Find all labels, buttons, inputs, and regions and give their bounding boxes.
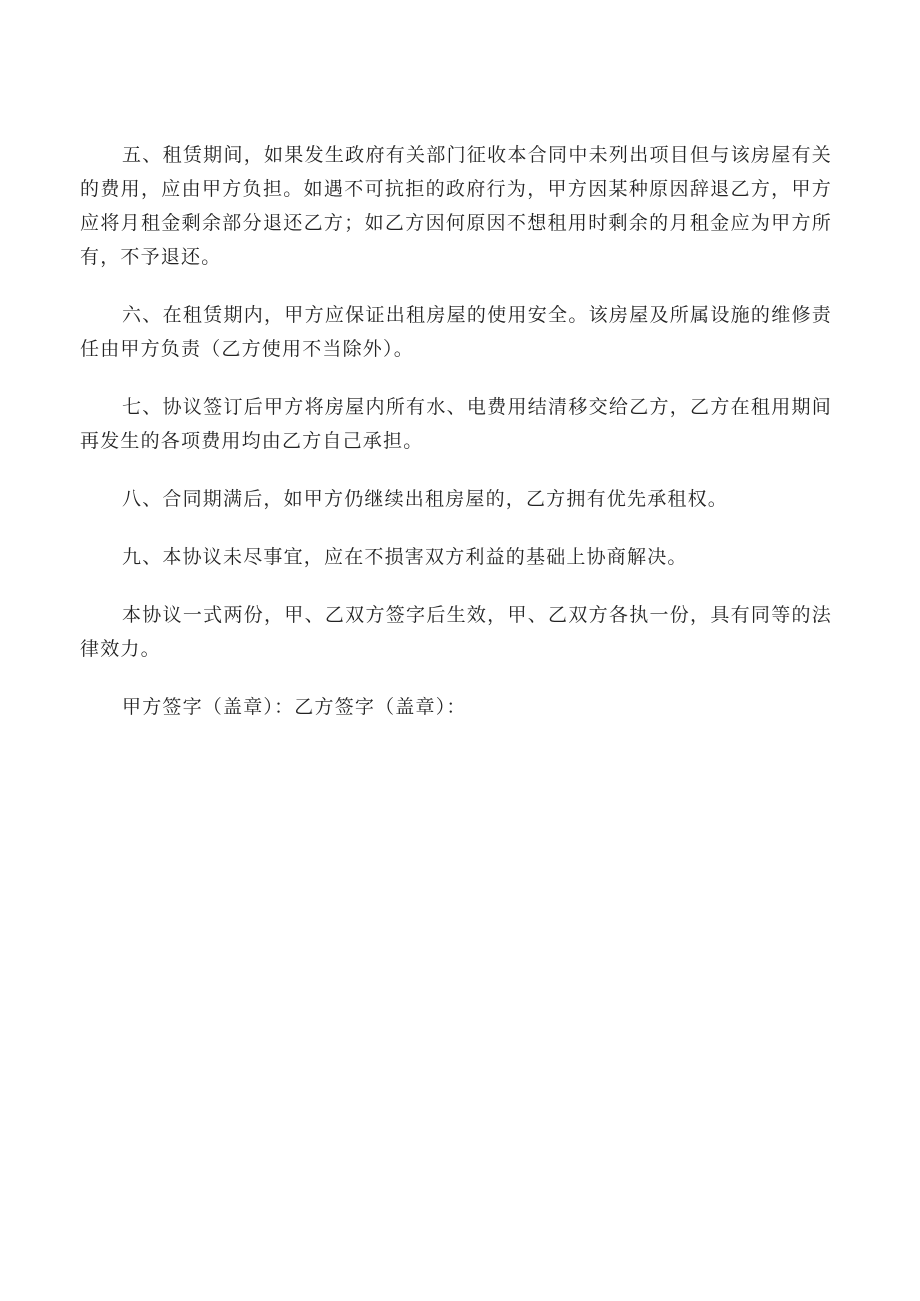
clause-seven: 七、协议签订后甲方将房屋内所有水、电费用结清移交给乙方，乙方在租用期间再发生的各项费用均由乙方自己承担。	[80, 396, 832, 452]
clause-nine: 九、本协议未尽事宜，应在不损害双方利益的基础上协商解决。	[122, 546, 688, 568]
copies-clause: 本协议一式两份，甲、乙双方签字后生效，甲、乙双方各执一份，具有同等的法律效力。	[80, 604, 832, 660]
clause-eight: 八、合同期满后，如甲方仍继续出租房屋的，乙方拥有优先承租权。	[122, 488, 729, 510]
document-page	[80, 138, 832, 748]
clause-six: 六、在租赁期内，甲方应保证出租房屋的使用安全。该房屋及所属设施的维修责任由甲方负责（乙方使用不当除外）。	[80, 304, 832, 360]
signature-line: 甲方签字（盖章）：乙方签字（盖章）：	[122, 696, 467, 718]
clause-five: 五、租赁期间，如果发生政府有关部门征收本合同中未列出项目但与该房屋有关的费用，应由甲方负担。如遇不可抗拒的政府行为，甲方因某种原因辞退乙方，甲方应将月租金剩余部分退还乙方；如乙方因何原因不想租用时剩余的月租金应为甲方所有，不予退还。	[80, 144, 832, 268]
